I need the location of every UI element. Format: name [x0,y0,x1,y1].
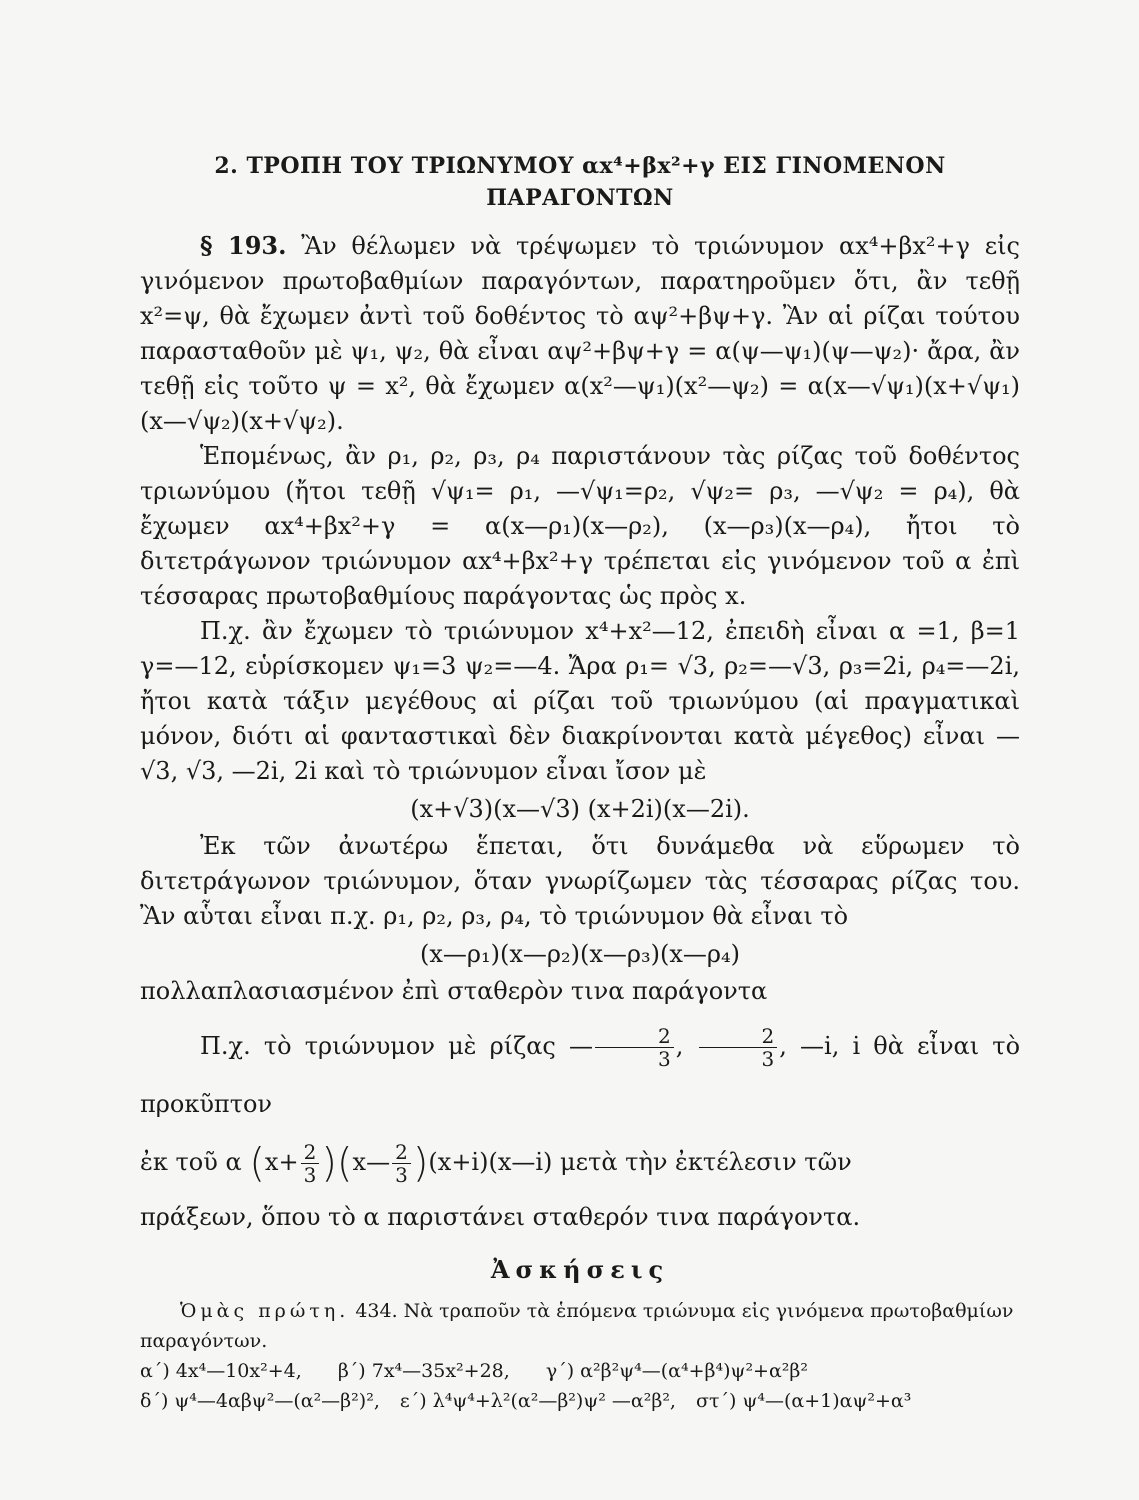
x-minus: x— [352,1148,391,1176]
section-heading-line2: ΠΑΡΑΓΟΝΤΩΝ [486,185,674,211]
exercise-a: α΄) 4x⁴—10x²+4, [140,1359,302,1382]
fraction-numerator: 2 [392,1141,411,1164]
exercise-c: γ΄) α²β²ψ⁴—(α⁴+β⁴)ψ²+α²β² [545,1359,809,1382]
paragraph-operations: πράξεων, ὅπου τὸ α παριστάνει σταθερόν τινα παράγοντα. [140,1202,861,1231]
exercise-intro-text: 434. Νὰ τραποῦν τὰ ἑπόμενα τριώνυμα εἰς γινόμενα πρωτοβαθμίων παραγόντων. [140,1299,1014,1352]
frac-example-start: Π.χ. τὸ τριώνυμον μὲ ρίζας — [200,1032,594,1060]
page-content [140,150,1020,1416]
paragraph-roots: Ἑπομένως, ἂν ρ₁, ρ₂, ρ₃, ρ₄ παριστάνουν τὰς ρίζας τοῦ δοθέντος τριωνύμου (ἤτοι τεθῇ √ψ₁= ρ₁, —√ψ₁=ρ₂, √ψ₂= ρ₃, —√ψ₂ = ρ₄), θὰ ἔχωμεν αx⁴+βx²+γ = α(x—ρ₁)(x—ρ₂), (x—ρ₃)(x—ρ₄), ἤτοι τὸ διτετράγωνον τριώνυμον αx⁴+βx²+γ τρέπεται εἰς γινόμενον τοῦ α ἐπὶ τέσσαρας πρωτοβαθμίους παράγοντας ὡς πρὸς x. [140,442,1020,610]
exercise-e: ε΄) λ⁴ψ⁴+λ²(α²—β²)ψ² —α²β², [399,1389,676,1412]
equation-factors: (x—ρ₁)(x—ρ₂)(x—ρ₃)(x—ρ₄) [420,940,740,968]
equation-product: (x+√3)(x—√3) (x+2i)(x—2i). [410,795,750,823]
exercises-title: Ἀσκήσεις [490,1254,670,1284]
exercise-f: στ΄) ψ⁴—(α+1)αψ²+α³ [696,1389,912,1412]
fraction-numerator: 2 [699,1025,778,1048]
paragraph-conclusion: Ἐκ τῶν ἀνωτέρω ἕπεται, ὅτι δυνάμεθα νὰ εὕρωμεν τὸ διτετράγωνον τριώνυμον, ὅταν γνωρίζωμεν τὰς τέσσαρας ρίζας του. Ἂν αὗται εἶναι π.χ. ρ₁, ρ₂, ρ₃, ρ₄, τὸ τριώνυμον θὰ εἶναι τὸ [140,832,1020,930]
exercise-intro [140,1296,1020,1356]
section-heading-line1: 2. ΤΡΟΠΗ ΤΟΥ ΤΡΙΩΝΥΜΟΥ αx⁴+βx²+γ ΕΙΣ ΓΙΝΟΜΕΝΟΝ [214,153,946,179]
paragraph-fraction-product: ἐκ τοῦ α (x+ $\frac{2}{3}$ )(x— $\frac{2}{3}$ )(x+i)(x—i) μετὰ τὴν ἐκτέλεσιν τῶν [140,1140,852,1187]
exercise-b: β΄) 7x⁴—35x²+28, [337,1359,510,1382]
fraction-denominator: 3 [658,1047,671,1071]
fraction-two-thirds [699,1025,778,1070]
exercise-row-1 [140,1356,1020,1386]
paragraph-fraction-example: Π.χ. τὸ τριώνυμον μὲ ρίζας — $\frac{2}{3}$ , $\frac{2}{3}$ , —i, i θὰ εἶναι τὸ προκῦπτον [140,1024,1021,1118]
fraction-denominator: 3 [303,1163,317,1187]
fraction-two-thirds [595,1025,674,1070]
fraction-denominator: 3 [395,1163,408,1187]
paragraph-193 [140,228,1020,439]
exercise-d: δ΄) ψ⁴—4αβψ²—(α²—β²)², [140,1389,380,1412]
fraction-numerator: 2 [595,1025,674,1048]
fraction-numerator: 2 [301,1141,320,1164]
paragraph-193-text: Ἂν θέλωμεν νὰ τρέψωμεν τὸ τριώνυμον αx⁴+βx²+γ εἰς γινόμενον πρωτοβαθμίων παραγόντων, παρατηροῦμεν ὅτι, ἂν τεθῇ x²=ψ, θὰ ἔχωμεν ἀντὶ τοῦ δοθέντος τὸ αψ²+βψ+γ. Ἂν αἱ ρίζαι τούτου παρασταθοῦν μὲ ψ₁, ψ₂, θὰ εἶναι αψ²+βψ+γ = α(ψ—ψ₁)(ψ—ψ₂)· ἄρα, ἂν τεθῇ εἰς τοῦτο ψ = x², θὰ ἔχωμεν α(x²—ψ₁)(x²—ψ₂) = α(x—√ψ₁)(x+√ψ₁)(x—√ψ₂)(x+√ψ₂). [140,232,1020,435]
exercise-group-label: Ὁμὰς πρώτη. [180,1299,350,1322]
x-plus: x+ [264,1148,299,1176]
frac-example-mid: , —i, i θὰ εἶναι τὸ προκῦπτον [140,1032,1021,1118]
fraction-two-thirds [301,1141,320,1186]
frac-product-start: ἐκ τοῦ α [140,1148,242,1176]
fraction-denominator: 3 [761,1047,775,1071]
exercise-row-2 [140,1386,1020,1416]
section-number: § 193. [200,231,287,260]
paragraph-example: Π.χ. ἂν ἔχωμεν τὸ τριώνυμον x⁴+x²—12, ἐπειδὴ εἶναι α =1, β=1 γ=—12, εὑρίσκομεν ψ₁=3 ψ₂=—4. Ἄρα ρ₁= √3, ρ₂=—√3, ρ₃=2i, ρ₄=—2i, ἤτοι κατὰ τάξιν μεγέθους αἱ ρίζαι τοῦ τριωνύμου (αἱ πραγματικαὶ μόνον, διότι αἱ φανταστικαὶ δὲν διακρίνονται κατὰ μέγεθος) εἶναι —√3, √3, —2i, 2i καὶ τὸ τριώνυμον εἶναι ἴσον μὲ [140,617,1020,785]
fraction-two-thirds [392,1141,411,1186]
frac-product-end: (x+i)(x—i) μετὰ τὴν ἐκτέλεσιν τῶν [428,1148,852,1176]
paragraph-multiplied: πολλαπλασιασμένον ἐπὶ σταθερὸν τινα παράγοντα [140,977,768,1005]
